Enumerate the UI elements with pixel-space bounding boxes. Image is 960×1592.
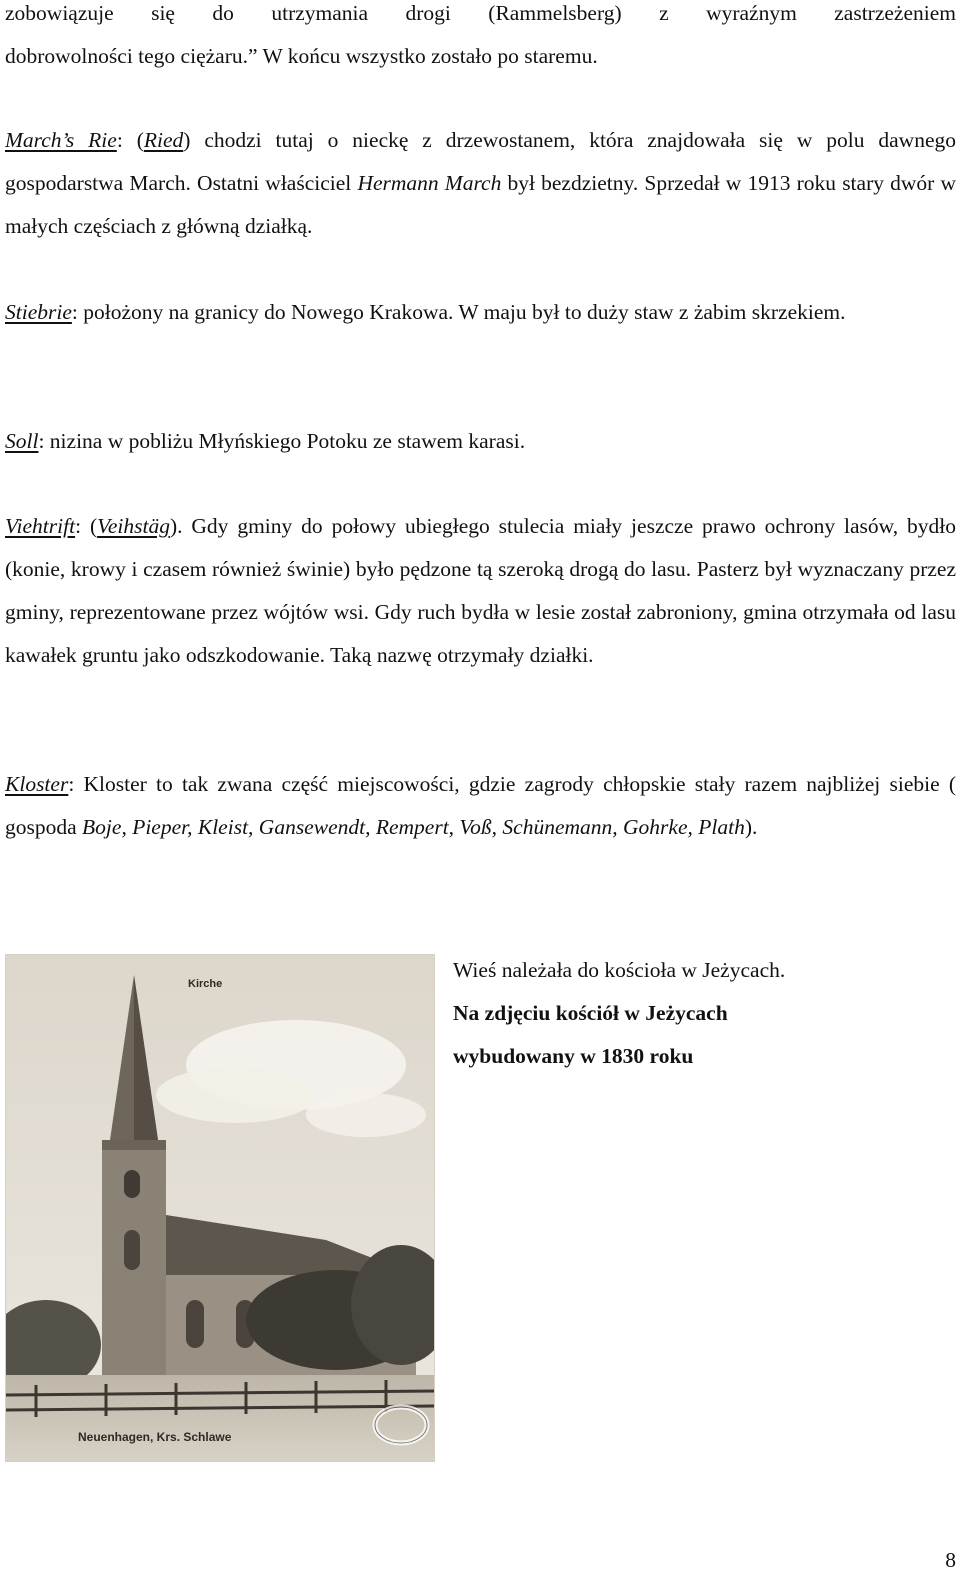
paragraph-line: dobrowolności tego ciężaru.” W końcu wszystko zostało po staremu.: [5, 44, 598, 68]
ground: [6, 1375, 434, 1461]
names-list: Boje, Pieper, Kleist, Gansewendt, Rempert, Voß, Schünemann, Gohrke, Plath: [82, 815, 745, 839]
page-number: 8: [945, 1548, 956, 1572]
postcard-label-top: Kirche: [188, 978, 223, 990]
photo-caption: [453, 949, 923, 1078]
text-segment: ).: [744, 815, 758, 839]
caption-subtitle: wybudowany w 1830 roku: [453, 1044, 694, 1068]
term-viehtrift: Viehtrift: [5, 514, 76, 538]
text-segment: ) chodzi tutaj o nieckę z drzewostanem, która znajdowała się w polu dawnego gospodarstwa March. Ostatni właściciel: [5, 128, 956, 195]
text-segment: : (: [75, 514, 98, 538]
paragraph-line: zobowiązuje się do utrzymania drogi (Rammelsberg) z wyraźnym zastrzeżeniem: [5, 1, 956, 25]
postcard-label-bottom: Neuenhagen, Krs. Schlawe: [78, 1430, 232, 1444]
term-kloster: Kloster: [5, 772, 69, 796]
text-segment: : nizina w pobliżu Młyńskiego Potoku ze stawem karasi.: [38, 429, 526, 453]
paragraph-marchs-rie: [5, 119, 956, 248]
paragraph-stiebrie: [5, 291, 956, 334]
name-hermann-march: Hermann March: [357, 171, 502, 195]
term-soll: Soll: [5, 429, 39, 453]
paragraph-viehtrift: [5, 505, 956, 677]
term-stiebrie: Stiebrie: [5, 300, 72, 324]
caption-title: Na zdjęciu kościół w Jeżycach: [453, 1001, 728, 1025]
term-ried: Ried: [143, 128, 184, 152]
text-segment: : (: [116, 128, 144, 152]
paragraph-rammelsberg-end: [5, 35, 956, 78]
term-veihstag: Veihstäg: [97, 514, 170, 538]
text-segment: ). Gdy gminy do połowy ubiegłego stulecia miały jeszcze prawo ochrony lasów, bydło (konie, krowy i czasem również świnie) było pędzone tą szeroką drogą do lasu. Pasterz był wyznaczany przez gminy, reprezentowane przez wójtów wsi. Gdy ruch bydła w lesie został zabroniony, gmina otrzymała od lasu kawałek gruntu jako odszkodowanie. Taką nazwę otrzymały działki.: [5, 514, 956, 667]
term-marchs-rie: March’s Rie: [5, 128, 117, 152]
text-segment: : Kloster to tak zwana część miejscowości, gdzie zagrody chłopskie stały razem najbliżej siebie ( gospoda: [5, 772, 956, 839]
church-illustration: [6, 955, 434, 1461]
church-postcard-photo: [5, 954, 435, 1462]
paragraph-soll: [5, 420, 956, 463]
caption-line: Wieś należała do kościoła w Jeżycach.: [453, 958, 786, 982]
paragraph-rammelsberg: [5, 0, 956, 35]
text-segment: : położony na granicy do Nowego Krakowa. W maju był to duży staw z żabim skrzekiem.: [71, 300, 846, 324]
paragraph-kloster: [5, 763, 956, 849]
text-segment: był bezdzietny. Sprzedał w 1913 roku stary dwór w małych częściach z główną działką.: [5, 171, 957, 238]
